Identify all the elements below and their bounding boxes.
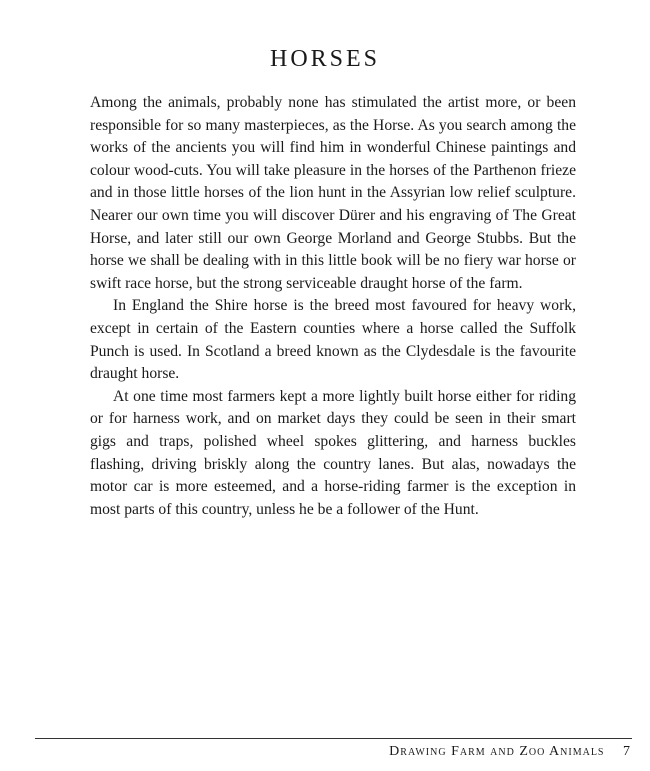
paragraph: Among the animals, probably none has stimulated the artist more, or been responsible for so many masterpieces, as the Horse. As you search among the works of the ancients you will find him in wonderful Chinese paintings and colour wood-cuts. You will take pleasure in the horses of the Parthenon frieze and in those little horses of the lion hunt in the Assyrian low relief sculpture. Nearer our own time you will discover Dürer and his engraving of The Great Horse, and later still our own George Morland and George Stubbs. But the horse we shall be dealing with in this little book will be no fiery war horse or swift race horse, but the strong serviceable draught horse of the farm. xyxy=(90,94,576,292)
footer-rule xyxy=(35,738,632,739)
page-title: HORSES xyxy=(269,46,381,72)
paragraph: At one time most farmers kept a more lightly built horse either for riding or for harness work, and on market days they could be seen in their smart gigs and traps, polished wheel spokes glittering, and harness buckles flashing, driving briskly along the country lanes. But alas, nowadays the motor car is more esteemed, and a horse-riding farmer is the exception in most parts of this country, unless he be a follower of the Hunt. xyxy=(90,387,576,518)
body-text xyxy=(90,92,576,521)
paragraph: In England the Shire horse is the breed most favoured for heavy work, except in certain of the Eastern counties where a horse called the Suffolk Punch is used. In Scotland a breed known as the Clydesdale is the favourite draught horse. xyxy=(90,297,576,383)
running-footer xyxy=(389,744,630,760)
page-number: 7 xyxy=(623,744,630,759)
book-title: Drawing Farm and Zoo Animals xyxy=(389,744,605,759)
